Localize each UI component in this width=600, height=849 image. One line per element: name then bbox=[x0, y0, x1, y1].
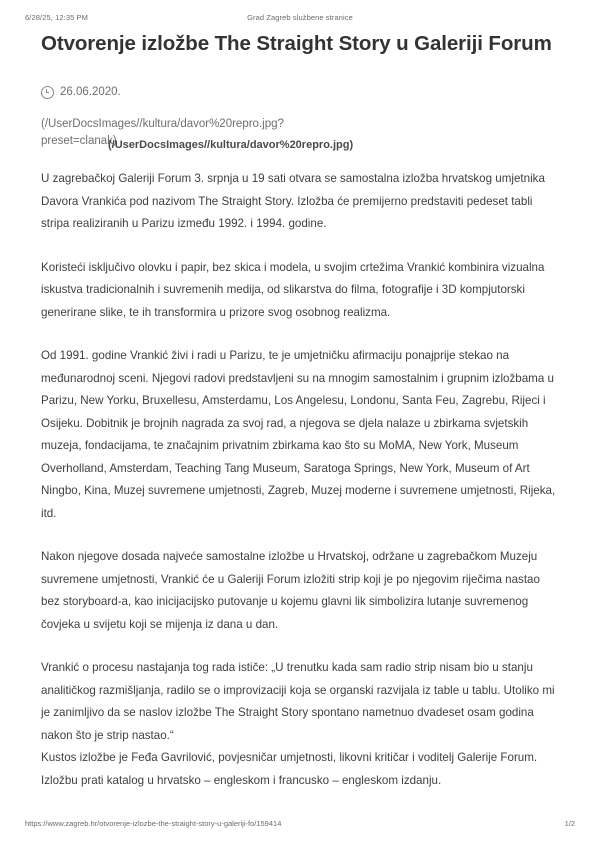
article-closing-line: Izložbu prati katalog u hrvatsko – engleskom i francusko – engleskom izdanju. bbox=[41, 773, 442, 787]
page-title: Otvorenje izložbe The Straight Story u Galeriji Forum bbox=[41, 32, 552, 55]
article-date-text: 26.06.2020. bbox=[60, 86, 121, 98]
print-footer-url: https://www.zagreb.hr/otvorenje-izlozbe-the-straight-story-u-galeriji-fo/159414 bbox=[25, 819, 282, 828]
image-url-line-1: (/UserDocsImages//kultura/davor%20repro.jpg? bbox=[41, 118, 284, 130]
article-paragraph: Nakon njegove dosada najveće samostalne izložbe u Hrvatskoj, održane u zagrebačkom Muzeju suvremene umjetnosti, Vrankić će u Galeriji Forum izložiti strip koji je po njegovim riječima nastao bez storyboard-a, kao inicijacijsko putovanje u kojemu glavni lik simbolizira lutanje suvremenog čovjeka u svijetu koji se mijenja iz dana u dan. bbox=[41, 550, 540, 631]
article-paragraph: U zagrebačkoj Galeriji Forum 3. srpnja u 19 sati otvara se samostalna izložba hrvatskog umjetnika Davora Vrankića pod nazivom The Straight Story. Izložba će premijerno predstaviti pedeset tabli stripa realiziranih u Parizu između 1992. i 1994. godine. bbox=[41, 172, 545, 230]
print-footer bbox=[0, 819, 600, 831]
article-closing-line: Kustos izložbe je Feđa Gavrilović, povjesničar umjetnosti, likovni kritičar i voditelj Galerije Forum. bbox=[41, 751, 538, 764]
article-paragraph: Koristeći isključivo olovku i papir, bez skica i modela, u svojim crtežima Vrankić kombinira vizualna iskustva tradicionalnih i suvremenih medija, od slikarstva do filma, fotografije i 3D kompjutorski generirane slike, te ih transformira u prizore svog osobnog realizma. bbox=[41, 260, 545, 319]
print-footer-page-number: 1/2 bbox=[564, 819, 575, 828]
article-image-placeholder bbox=[41, 116, 559, 168]
image-url-line-2: preset=clanak) bbox=[41, 135, 117, 147]
print-header bbox=[0, 13, 600, 25]
article-paragraph: Vrankić o procesu nastajanja tog rada ističe: „U trenutku kada sam radio strip nisam bio u stanju analitičkog razmišljanja, radilo se o improvizaciji koja se organski razvijala iz table u tablu. Utoliko mi je zanimljivo da se naslov izložbe The Straight Story spontano nametnuo dvadeset osam godina nakon što je strip nastao.“ bbox=[41, 661, 555, 742]
article-paragraph: Od 1991. godine Vrankić živi i radi u Parizu, te je umjetničku afirmaciju ponajprije stekao na međunarodnoj sceni. Njegovi radovi predstavljeni su na mnogim samostalnim i grupnim izložbama u Parizu, New Yorku, Bruxellesu, Amsterdamu, Los Angelesu, Londonu, Santa Feu, Zagrebu, Rijeci i Osijeku. Dobitnik je brojnih nagrada za svoj rad, a njegova se djela nalaze u zbirkama svjetskih muzeja, fondacijama, te značajnim privatnim zbirkama kao što su MoMA, New York, Museum Overholland, Amsterdam, Teaching Tang Museum, Saratoga Springs, New York, Museum of Art Ningbo, Kina, Muzej suvremene umjetnosti, Zagreb, Muzej moderne i suvremene umjetnosti, Rijeka, itd. bbox=[41, 349, 556, 520]
clock-icon bbox=[41, 86, 54, 99]
print-header-timestamp: 6/28/25, 12:35 PM bbox=[25, 13, 88, 22]
print-header-site-title: Grad Zagreb službene stranice bbox=[247, 13, 353, 22]
article-content bbox=[41, 30, 559, 813]
image-alt-text: (/UserDocsImages//kultura/davor%20repro.jpg) bbox=[108, 139, 354, 151]
article-date bbox=[41, 84, 559, 100]
